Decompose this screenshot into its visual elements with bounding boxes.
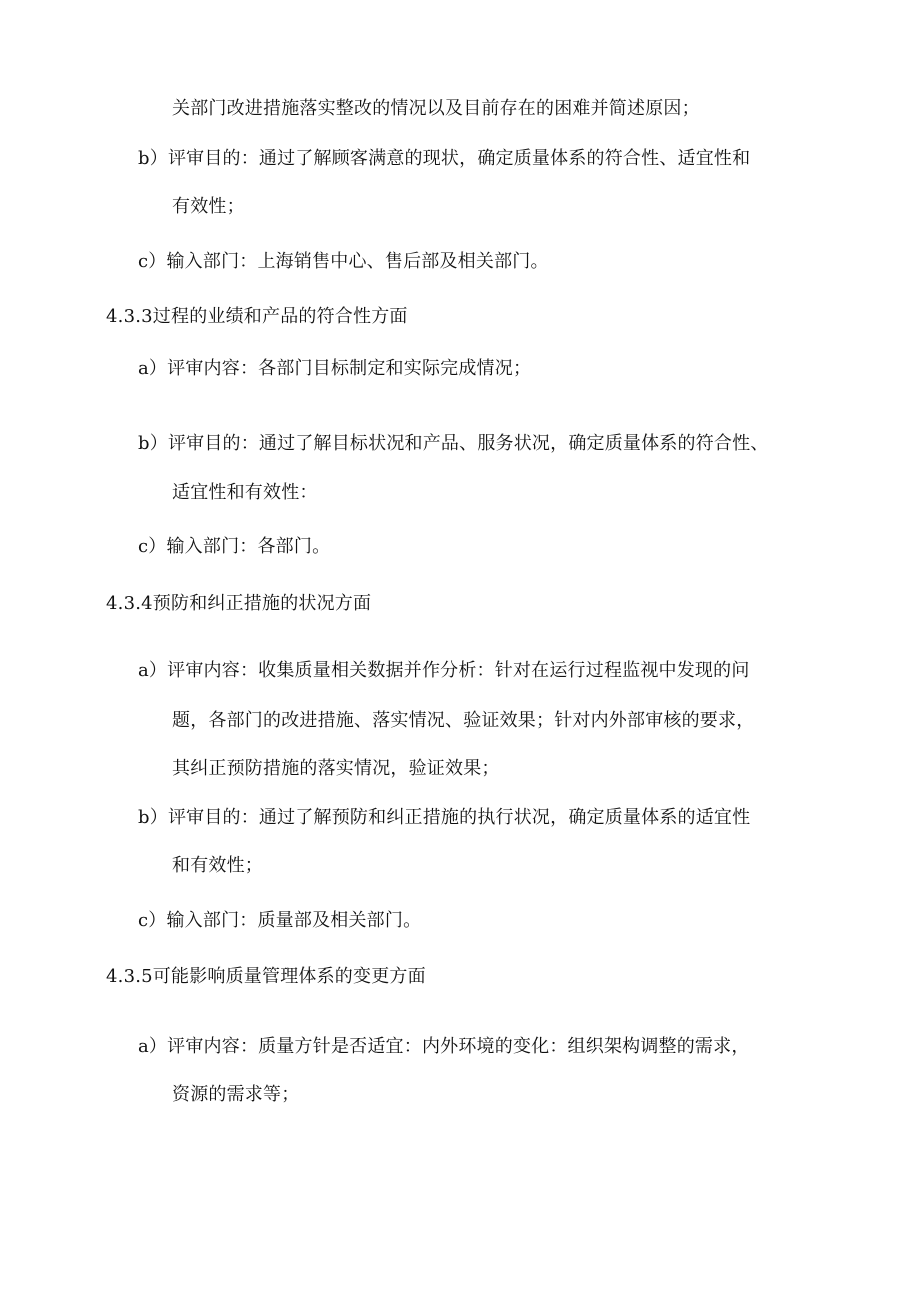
list-item-text-continuation: 有效性； — [172, 196, 245, 217]
list-item-text: 输入部门：各部门。 — [166, 536, 331, 557]
list-item-text: 评审目的：通过了解顾客满意的现状，确定质量体系的符合性、适宜性和 — [167, 148, 751, 169]
list-marker: a） — [138, 1036, 168, 1057]
list-item-text-continuation: 适宜性和有效性： — [172, 482, 318, 503]
list-marker: b） — [138, 148, 168, 169]
list-item-text: 输入部门：质量部及相关部门。 — [166, 910, 422, 931]
list-item-b — [138, 432, 769, 456]
list-marker: a） — [138, 358, 168, 379]
list-marker: b） — [138, 433, 168, 454]
list-item-text-continuation: 其纠正预防措施的落实情况，验证效果； — [172, 758, 500, 779]
intro-continuation-text: 关部门改进措施落实整改的情况以及目前存在的困难并简述原因； — [172, 98, 700, 119]
list-item-a — [138, 1035, 750, 1059]
section-heading-4-3-4: 4.3.4预防和纠正措施的状况方面 — [106, 593, 372, 614]
section-heading-4-3-3: 4.3.3过程的业绩和产品的符合性方面 — [106, 306, 408, 327]
list-item-text: 评审内容：质量方针是否适宜：内外环境的变化：组织架构调整的需求， — [167, 1036, 750, 1057]
list-item-c — [138, 250, 549, 274]
section-heading-4-3-5: 4.3.5可能影响质量管理体系的变更方面 — [106, 966, 426, 987]
list-marker: c） — [138, 536, 167, 557]
list-item-text-continuation: 题，各部门的改进措施、落实情况、验证效果；针对内外部审核的要求， — [172, 710, 755, 731]
list-item-text-continuation: 和有效性； — [172, 855, 263, 876]
list-item-b — [138, 806, 750, 830]
list-item-text: 输入部门：上海销售中心、售后部及相关部门。 — [166, 251, 549, 272]
list-item-c — [138, 535, 330, 559]
list-item-text: 评审内容：各部门目标制定和实际完成情况； — [167, 358, 532, 379]
list-item-text: 评审目的：通过了解预防和纠正措施的执行状况，确定质量体系的适宜性 — [167, 807, 751, 828]
list-item-text: 评审目的：通过了解目标状况和产品、服务状况，确定质量体系的符合性、 — [167, 433, 769, 454]
list-item-text: 评审内容：收集质量相关数据并作分析：针对在运行过程监视中发现的问 — [167, 660, 750, 681]
list-marker: a） — [138, 660, 168, 681]
list-marker: c） — [138, 910, 167, 931]
list-item-c — [138, 909, 421, 933]
list-item-a — [138, 357, 531, 381]
list-marker: b） — [138, 807, 168, 828]
list-item-b — [138, 147, 750, 171]
list-item-text-continuation: 资源的需求等； — [172, 1084, 300, 1105]
list-marker: c） — [138, 251, 167, 272]
list-item-a — [138, 659, 750, 683]
